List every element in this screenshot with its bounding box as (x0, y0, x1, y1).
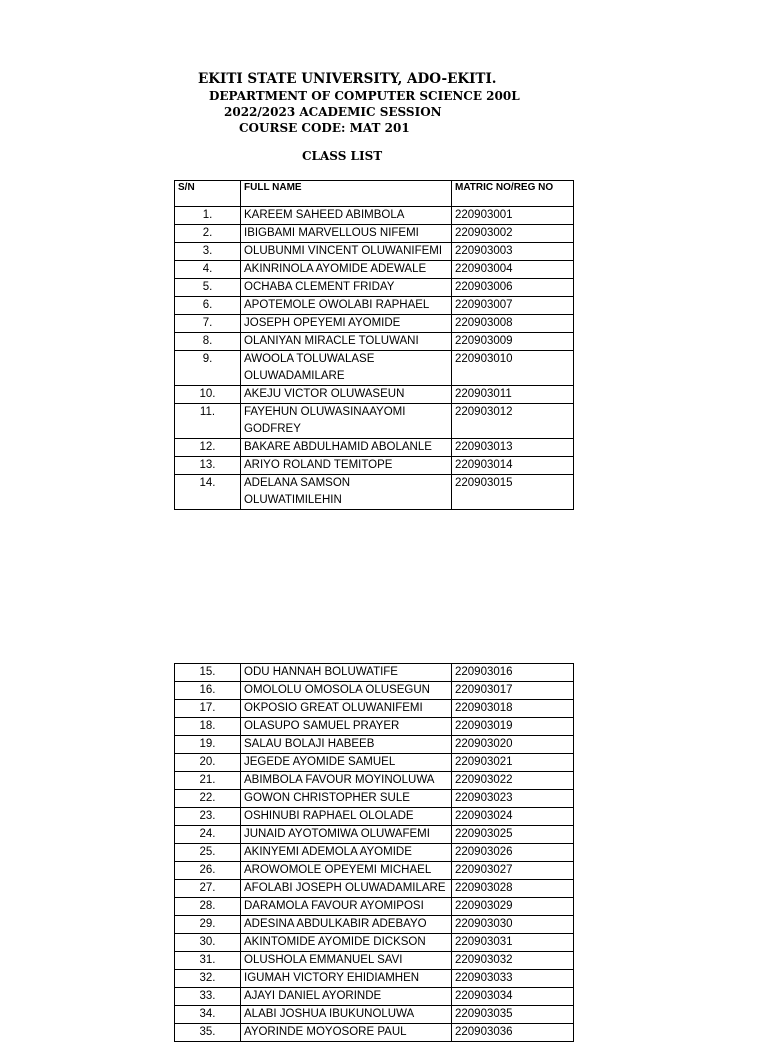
cell-sn: 6. (175, 297, 241, 315)
cell-matric-no: 220903034 (452, 988, 574, 1006)
cell-sn: 4. (175, 261, 241, 279)
table-row (175, 880, 574, 898)
cell-matric-no: 220903023 (452, 790, 574, 808)
cell-full-name: AJAYI DANIEL AYORINDE (241, 988, 452, 1006)
table-row (175, 315, 574, 333)
cell-sn: 12. (175, 439, 241, 457)
table-row (175, 790, 574, 808)
table-row (175, 404, 574, 439)
cell-full-name: AKINTOMIDE AYOMIDE DICKSON (241, 934, 452, 952)
table-row (175, 1024, 574, 1042)
cell-full-name: OCHABA CLEMENT FRIDAY (241, 279, 452, 297)
cell-matric-no: 220903025 (452, 826, 574, 844)
cell-full-name: APOTEMOLE OWOLABI RAPHAEL (241, 297, 452, 315)
cell-matric-no: 220903030 (452, 916, 574, 934)
cell-matric-no: 220903016 (452, 664, 574, 682)
cell-sn: 7. (175, 315, 241, 333)
table-row (175, 261, 574, 279)
cell-matric-no: 220903009 (452, 333, 574, 351)
cell-full-name: AKINYEMI ADEMOLA AYOMIDE (241, 844, 452, 862)
cell-full-name: FAYEHUN OLUWASINAAYOMI GODFREY (241, 404, 452, 439)
session-title: 2022/2023 ACADEMIC SESSION (224, 105, 442, 119)
cell-sn: 32. (175, 970, 241, 988)
cell-sn: 24. (175, 826, 241, 844)
cell-full-name: AKINRINOLA AYOMIDE ADEWALE (241, 261, 452, 279)
table-row (175, 225, 574, 243)
cell-full-name: DARAMOLA FAVOUR AYOMIPOSI (241, 898, 452, 916)
cell-matric-no: 220903013 (452, 439, 574, 457)
table-row (175, 952, 574, 970)
cell-matric-no: 220903032 (452, 952, 574, 970)
cell-sn: 31. (175, 952, 241, 970)
table-row (175, 736, 574, 754)
cell-full-name: IBIGBAMI MARVELLOUS NIFEMI (241, 225, 452, 243)
cell-sn: 26. (175, 862, 241, 880)
cell-sn: 8. (175, 333, 241, 351)
cell-full-name: OLUSHOLA EMMANUEL SAVI (241, 952, 452, 970)
cell-sn: 1. (175, 207, 241, 225)
cell-sn: 33. (175, 988, 241, 1006)
table-row (175, 297, 574, 315)
cell-matric-no: 220903003 (452, 243, 574, 261)
cell-sn: 27. (175, 880, 241, 898)
university-title: EKITI STATE UNIVERSITY, ADO-EKITI. (198, 71, 497, 87)
table-row (175, 898, 574, 916)
class-list-title: CLASS LIST (302, 149, 383, 163)
department-title: DEPARTMENT OF COMPUTER SCIENCE 200L (209, 89, 520, 103)
cell-matric-no: 220903022 (452, 772, 574, 790)
cell-sn: 18. (175, 718, 241, 736)
cell-full-name: AROWOMOLE OPEYEMI MICHAEL (241, 862, 452, 880)
cell-full-name: KAREEM SAHEED ABIMBOLA (241, 207, 452, 225)
cell-full-name: OKPOSIO GREAT OLUWANIFEMI (241, 700, 452, 718)
table-row (175, 475, 574, 510)
cell-matric-no: 220903031 (452, 934, 574, 952)
class-list-table-page2 (174, 663, 574, 1042)
cell-sn: 21. (175, 772, 241, 790)
cell-sn: 22. (175, 790, 241, 808)
cell-full-name: JOSEPH OPEYEMI AYOMIDE (241, 315, 452, 333)
table-row (175, 844, 574, 862)
cell-sn: 20. (175, 754, 241, 772)
cell-sn: 19. (175, 736, 241, 754)
table-row (175, 351, 574, 386)
table-row (175, 682, 574, 700)
table-row (175, 279, 574, 297)
cell-full-name: SALAU BOLAJI HABEEB (241, 736, 452, 754)
cell-matric-no: 220903017 (452, 682, 574, 700)
table-row (175, 1006, 574, 1024)
table-header-row (175, 181, 574, 207)
table-row (175, 207, 574, 225)
table-body-page1 (175, 207, 574, 510)
table-body-page2 (175, 664, 574, 1042)
column-header-full-name: FULL NAME (241, 181, 452, 207)
table-row (175, 772, 574, 790)
table-row (175, 243, 574, 261)
cell-matric-no: 220903027 (452, 862, 574, 880)
cell-full-name: ADESINA ABDULKABIR ADEBAYO (241, 916, 452, 934)
cell-full-name: AFOLABI JOSEPH OLUWADAMILARE (241, 880, 452, 898)
cell-sn: 23. (175, 808, 241, 826)
cell-sn: 10. (175, 386, 241, 404)
cell-matric-no: 220903012 (452, 404, 574, 439)
cell-sn: 15. (175, 664, 241, 682)
cell-matric-no: 220903014 (452, 457, 574, 475)
cell-sn: 25. (175, 844, 241, 862)
column-header-sn: S/N (175, 181, 241, 207)
cell-matric-no: 220903028 (452, 880, 574, 898)
table-row (175, 808, 574, 826)
cell-sn: 28. (175, 898, 241, 916)
cell-sn: 13. (175, 457, 241, 475)
cell-full-name: GOWON CHRISTOPHER SULE (241, 790, 452, 808)
table-row (175, 862, 574, 880)
cell-sn: 3. (175, 243, 241, 261)
table-row (175, 457, 574, 475)
cell-full-name: ARIYO ROLAND TEMITOPE (241, 457, 452, 475)
table-row (175, 970, 574, 988)
cell-full-name: IGUMAH VICTORY EHIDIAMHEN (241, 970, 452, 988)
course-code: COURSE CODE: MAT 201 (239, 121, 410, 135)
cell-matric-no: 220903036 (452, 1024, 574, 1042)
cell-sn: 2. (175, 225, 241, 243)
cell-full-name: OLUBUNMI VINCENT OLUWANIFEMI (241, 243, 452, 261)
cell-matric-no: 220903019 (452, 718, 574, 736)
table-row (175, 934, 574, 952)
table-row (175, 988, 574, 1006)
table-row (175, 916, 574, 934)
cell-matric-no: 220903035 (452, 1006, 574, 1024)
cell-sn: 30. (175, 934, 241, 952)
cell-sn: 11. (175, 404, 241, 439)
cell-full-name: JEGEDE AYOMIDE SAMUEL (241, 754, 452, 772)
cell-full-name: OMOLOLU OMOSOLA OLUSEGUN (241, 682, 452, 700)
cell-sn: 34. (175, 1006, 241, 1024)
column-header-matric-no: MATRIC NO/REG NO (452, 181, 574, 207)
cell-matric-no: 220903021 (452, 754, 574, 772)
table-row (175, 386, 574, 404)
cell-matric-no: 220903011 (452, 386, 574, 404)
cell-matric-no: 220903015 (452, 475, 574, 510)
cell-sn: 9. (175, 351, 241, 386)
table-row (175, 333, 574, 351)
cell-matric-no: 220903006 (452, 279, 574, 297)
cell-full-name: ABIMBOLA FAVOUR MOYINOLUWA (241, 772, 452, 790)
cell-full-name: OLANIYAN MIRACLE TOLUWANI (241, 333, 452, 351)
table-row (175, 754, 574, 772)
cell-full-name: OLASUPO SAMUEL PRAYER (241, 718, 452, 736)
cell-matric-no: 220903018 (452, 700, 574, 718)
cell-full-name: OSHINUBI RAPHAEL OLOLADE (241, 808, 452, 826)
cell-sn: 5. (175, 279, 241, 297)
table-row (175, 700, 574, 718)
cell-matric-no: 220903029 (452, 898, 574, 916)
cell-matric-no: 220903002 (452, 225, 574, 243)
cell-matric-no: 220903024 (452, 808, 574, 826)
cell-matric-no: 220903004 (452, 261, 574, 279)
table-row (175, 439, 574, 457)
cell-full-name: JUNAID AYOTOMIWA OLUWAFEMI (241, 826, 452, 844)
cell-full-name: ADELANA SAMSON OLUWATIMILEHIN (241, 475, 452, 510)
cell-matric-no: 220903001 (452, 207, 574, 225)
table-row (175, 826, 574, 844)
cell-sn: 35. (175, 1024, 241, 1042)
class-list-table-page1 (174, 180, 574, 510)
table-row (175, 718, 574, 736)
cell-full-name: AYORINDE MOYOSORE PAUL (241, 1024, 452, 1042)
cell-sn: 29. (175, 916, 241, 934)
cell-matric-no: 220903008 (452, 315, 574, 333)
cell-matric-no: 220903020 (452, 736, 574, 754)
cell-sn: 14. (175, 475, 241, 510)
cell-matric-no: 220903033 (452, 970, 574, 988)
cell-sn: 17. (175, 700, 241, 718)
cell-sn: 16. (175, 682, 241, 700)
cell-full-name: ALABI JOSHUA IBUKUNOLUWA (241, 1006, 452, 1024)
cell-matric-no: 220903007 (452, 297, 574, 315)
cell-full-name: AKEJU VICTOR OLUWASEUN (241, 386, 452, 404)
cell-full-name: ODU HANNAH BOLUWATIFE (241, 664, 452, 682)
table-row (175, 664, 574, 682)
cell-matric-no: 220903026 (452, 844, 574, 862)
cell-full-name: AWOOLA TOLUWALASE OLUWADAMILARE (241, 351, 452, 386)
cell-matric-no: 220903010 (452, 351, 574, 386)
cell-full-name: BAKARE ABDULHAMID ABOLANLE (241, 439, 452, 457)
